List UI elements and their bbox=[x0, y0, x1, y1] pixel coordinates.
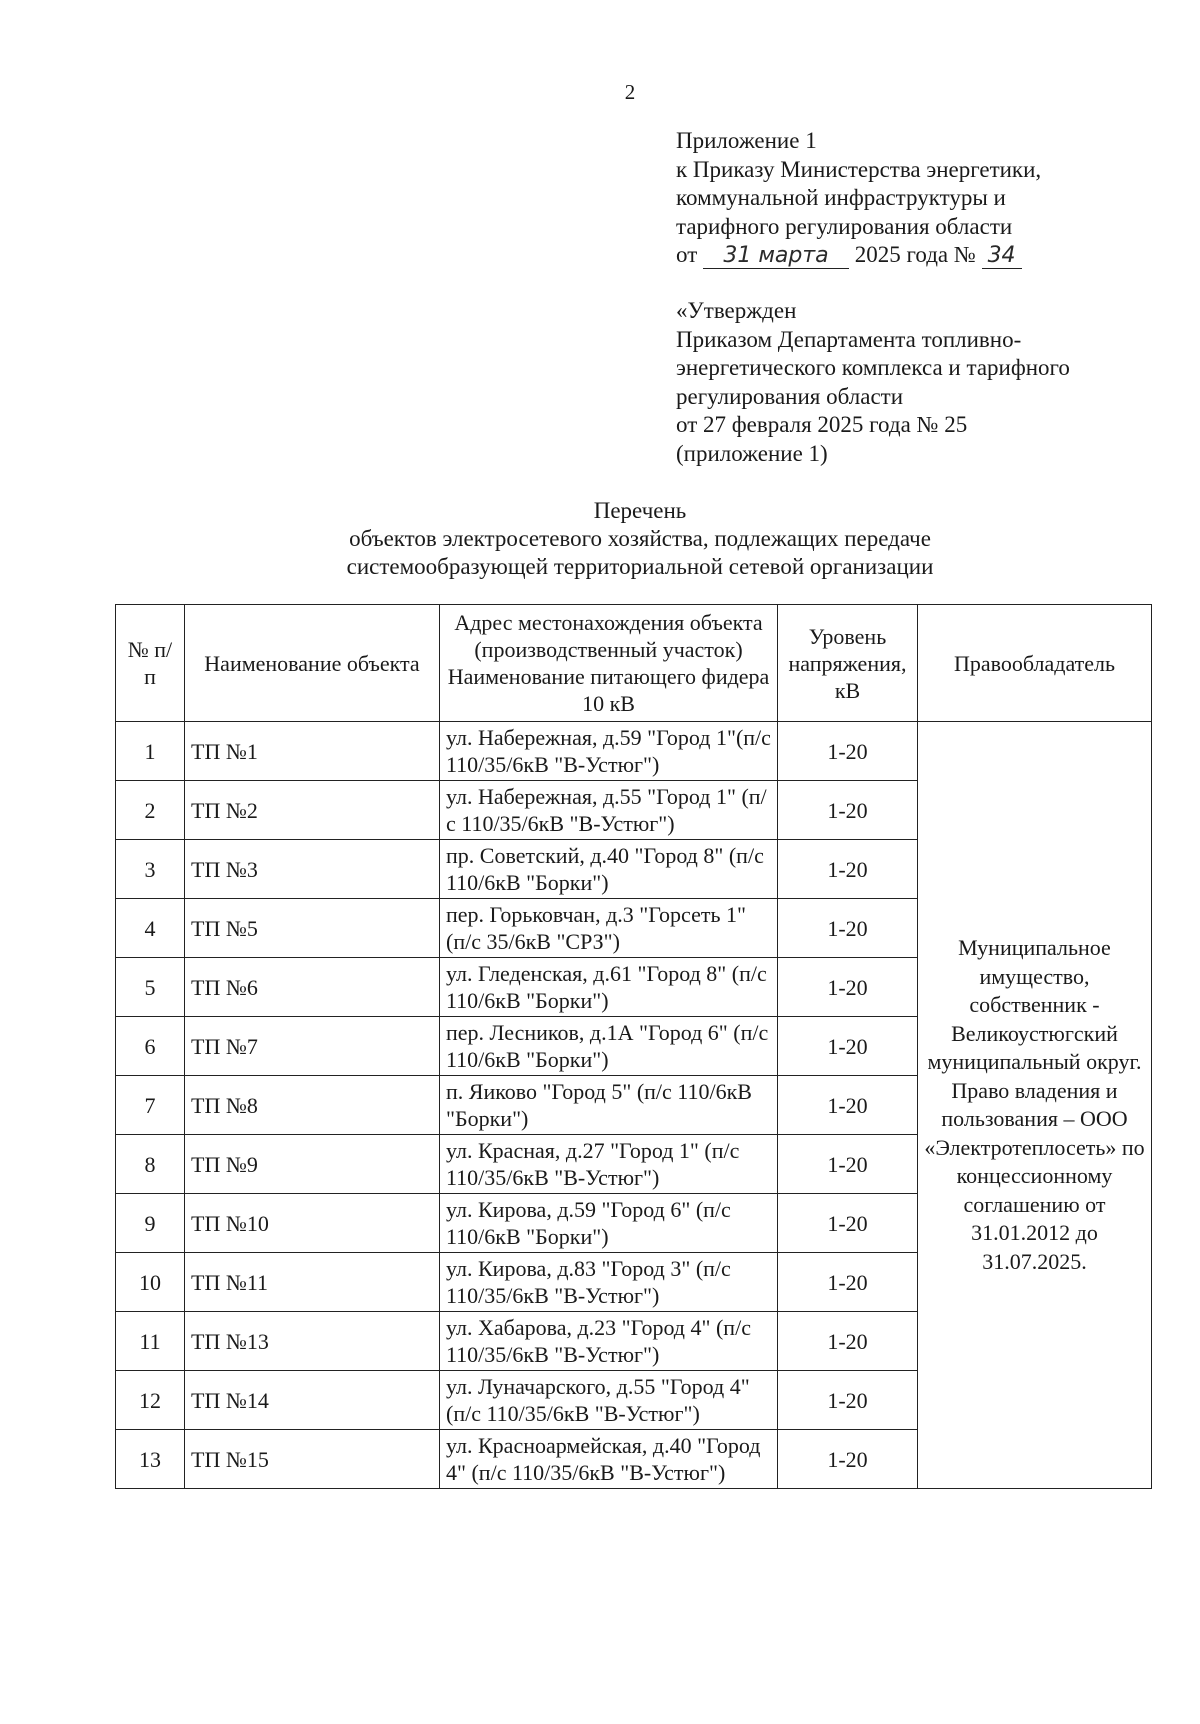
row-object-name: ТП №11 bbox=[185, 1253, 440, 1312]
row-number: 8 bbox=[116, 1135, 185, 1194]
objects-table bbox=[115, 604, 1152, 1489]
row-address: ул. Луначарского, д.55 "Город 4" (п/с 110/35/6кВ "В-Устюг") bbox=[440, 1371, 778, 1430]
row-number: 6 bbox=[116, 1017, 185, 1076]
row-voltage-level: 1-20 bbox=[778, 1430, 918, 1489]
row-number: 2 bbox=[116, 781, 185, 840]
handwritten-number: 34 bbox=[982, 244, 1022, 269]
row-voltage-level: 1-20 bbox=[778, 1194, 918, 1253]
row-voltage-level: 1-20 bbox=[778, 1017, 918, 1076]
appendix-line: коммунальной инфраструктуры и bbox=[676, 185, 1006, 210]
appendix-line: тарифного регулирования области bbox=[676, 213, 1013, 239]
row-object-name: ТП №10 bbox=[185, 1194, 440, 1253]
row-voltage-level: 1-20 bbox=[778, 1371, 918, 1430]
document-title bbox=[250, 497, 1030, 581]
approved-line: от 27 февраля 2025 года № 25 bbox=[676, 412, 968, 437]
row-number: 12 bbox=[116, 1371, 185, 1430]
row-object-name: ТП №13 bbox=[185, 1312, 440, 1371]
row-number: 11 bbox=[116, 1312, 185, 1371]
row-voltage-level: 1-20 bbox=[778, 1312, 918, 1371]
header-num: № п/п bbox=[116, 605, 185, 722]
handwritten-date: 31 марта bbox=[703, 244, 849, 269]
row-object-name: ТП №3 bbox=[185, 840, 440, 899]
appendix-line: Приложение 1 bbox=[676, 128, 817, 153]
table-header-row bbox=[116, 605, 1152, 722]
row-address: ул. Кирова, д.59 "Город 6" (п/с 110/6кВ "Борки") bbox=[440, 1194, 778, 1253]
title-line: системообразующей территориальной сетевой организации bbox=[346, 554, 934, 579]
approved-line: энергетического комплекса и тарифного bbox=[676, 355, 1070, 380]
row-address: ул. Набережная, д.59 "Город 1"(п/с 110/35/6кВ "В-Устюг") bbox=[440, 722, 778, 781]
owner-cell: Муниципальное имущество, собственник - Великоустюгский муниципальный округ. Право владения и пользования – ООО «Электротеплосеть» по концессионному соглашению от 31.01.2012 до 31.07.2025. bbox=[918, 722, 1152, 1489]
row-address: ул. Кирова, д.83 "Город 3" (п/с 110/35/6кВ "В-Устюг") bbox=[440, 1253, 778, 1312]
header-address: Адрес местонахождения объекта (производственный участок) Наименование питающего фидера 10 кВ bbox=[440, 605, 778, 722]
approved-line: регулирования области bbox=[676, 383, 904, 409]
title-line: Перечень bbox=[593, 498, 687, 523]
row-number: 3 bbox=[116, 840, 185, 899]
row-number: 1 bbox=[116, 722, 185, 781]
header-name: Наименование объекта bbox=[185, 605, 440, 722]
appendix-date-line bbox=[676, 241, 1041, 270]
header-level: Уровень напряжения, кВ bbox=[778, 605, 918, 722]
row-address: ул. Гледенская, д.61 "Город 8" (п/с 110/6кВ "Борки") bbox=[440, 958, 778, 1017]
year-text: 2025 года № bbox=[854, 242, 976, 267]
row-voltage-level: 1-20 bbox=[778, 1076, 918, 1135]
title-line: объектов электросетевого хозяйства, подлежащих передаче bbox=[349, 526, 931, 551]
row-object-name: ТП №2 bbox=[185, 781, 440, 840]
table-row bbox=[116, 722, 1152, 781]
row-number: 10 bbox=[116, 1253, 185, 1312]
row-address: ул. Красная, д.27 "Город 1" (п/с 110/35/6кВ "В-Устюг") bbox=[440, 1135, 778, 1194]
row-object-name: ТП №6 bbox=[185, 958, 440, 1017]
row-number: 4 bbox=[116, 899, 185, 958]
row-voltage-level: 1-20 bbox=[778, 840, 918, 899]
row-object-name: ТП №1 bbox=[185, 722, 440, 781]
row-object-name: ТП №8 bbox=[185, 1076, 440, 1135]
row-voltage-level: 1-20 bbox=[778, 958, 918, 1017]
approved-block bbox=[676, 297, 1070, 468]
row-address: ул. Набережная, д.55 "Город 1" (п/с 110/35/6кВ "В-Устюг") bbox=[440, 781, 778, 840]
row-address: пер. Лесников, д.1А "Город 6" (п/с 110/6кВ "Борки") bbox=[440, 1017, 778, 1076]
row-address: ул. Красноармейская, д.40 "Город 4" (п/с 110/35/6кВ "В-Устюг") bbox=[440, 1430, 778, 1489]
row-voltage-level: 1-20 bbox=[778, 781, 918, 840]
row-object-name: ТП №14 bbox=[185, 1371, 440, 1430]
approved-line: «Утвержден bbox=[676, 298, 797, 323]
row-number: 13 bbox=[116, 1430, 185, 1489]
row-address: пер. Горьковчан, д.3 "Горсеть 1" (п/с 35/6кВ "СРЗ") bbox=[440, 899, 778, 958]
row-voltage-level: 1-20 bbox=[778, 1253, 918, 1312]
appendix-block bbox=[676, 127, 1041, 270]
appendix-line: к Приказу Министерства энергетики, bbox=[676, 156, 1042, 182]
row-number: 9 bbox=[116, 1194, 185, 1253]
row-voltage-level: 1-20 bbox=[778, 899, 918, 958]
row-voltage-level: 1-20 bbox=[778, 1135, 918, 1194]
row-number: 7 bbox=[116, 1076, 185, 1135]
row-address: п. Яиково "Город 5" (п/с 110/6кВ "Борки") bbox=[440, 1076, 778, 1135]
row-object-name: ТП №15 bbox=[185, 1430, 440, 1489]
row-address: пр. Советский, д.40 "Город 8" (п/с 110/6кВ "Борки") bbox=[440, 840, 778, 899]
header-owner: Правообладатель bbox=[918, 605, 1152, 722]
date-prefix: от bbox=[676, 242, 698, 267]
row-voltage-level: 1-20 bbox=[778, 722, 918, 781]
approved-line: (приложение 1) bbox=[676, 440, 828, 466]
row-object-name: ТП №5 bbox=[185, 899, 440, 958]
row-object-name: ТП №7 bbox=[185, 1017, 440, 1076]
row-object-name: ТП №9 bbox=[185, 1135, 440, 1194]
row-address: ул. Хабарова, д.23 "Город 4" (п/с 110/35/6кВ "В-Устюг") bbox=[440, 1312, 778, 1371]
page-number: 2 bbox=[624, 80, 636, 104]
approved-line: Приказом Департамента топливно- bbox=[676, 326, 1022, 352]
row-number: 5 bbox=[116, 958, 185, 1017]
